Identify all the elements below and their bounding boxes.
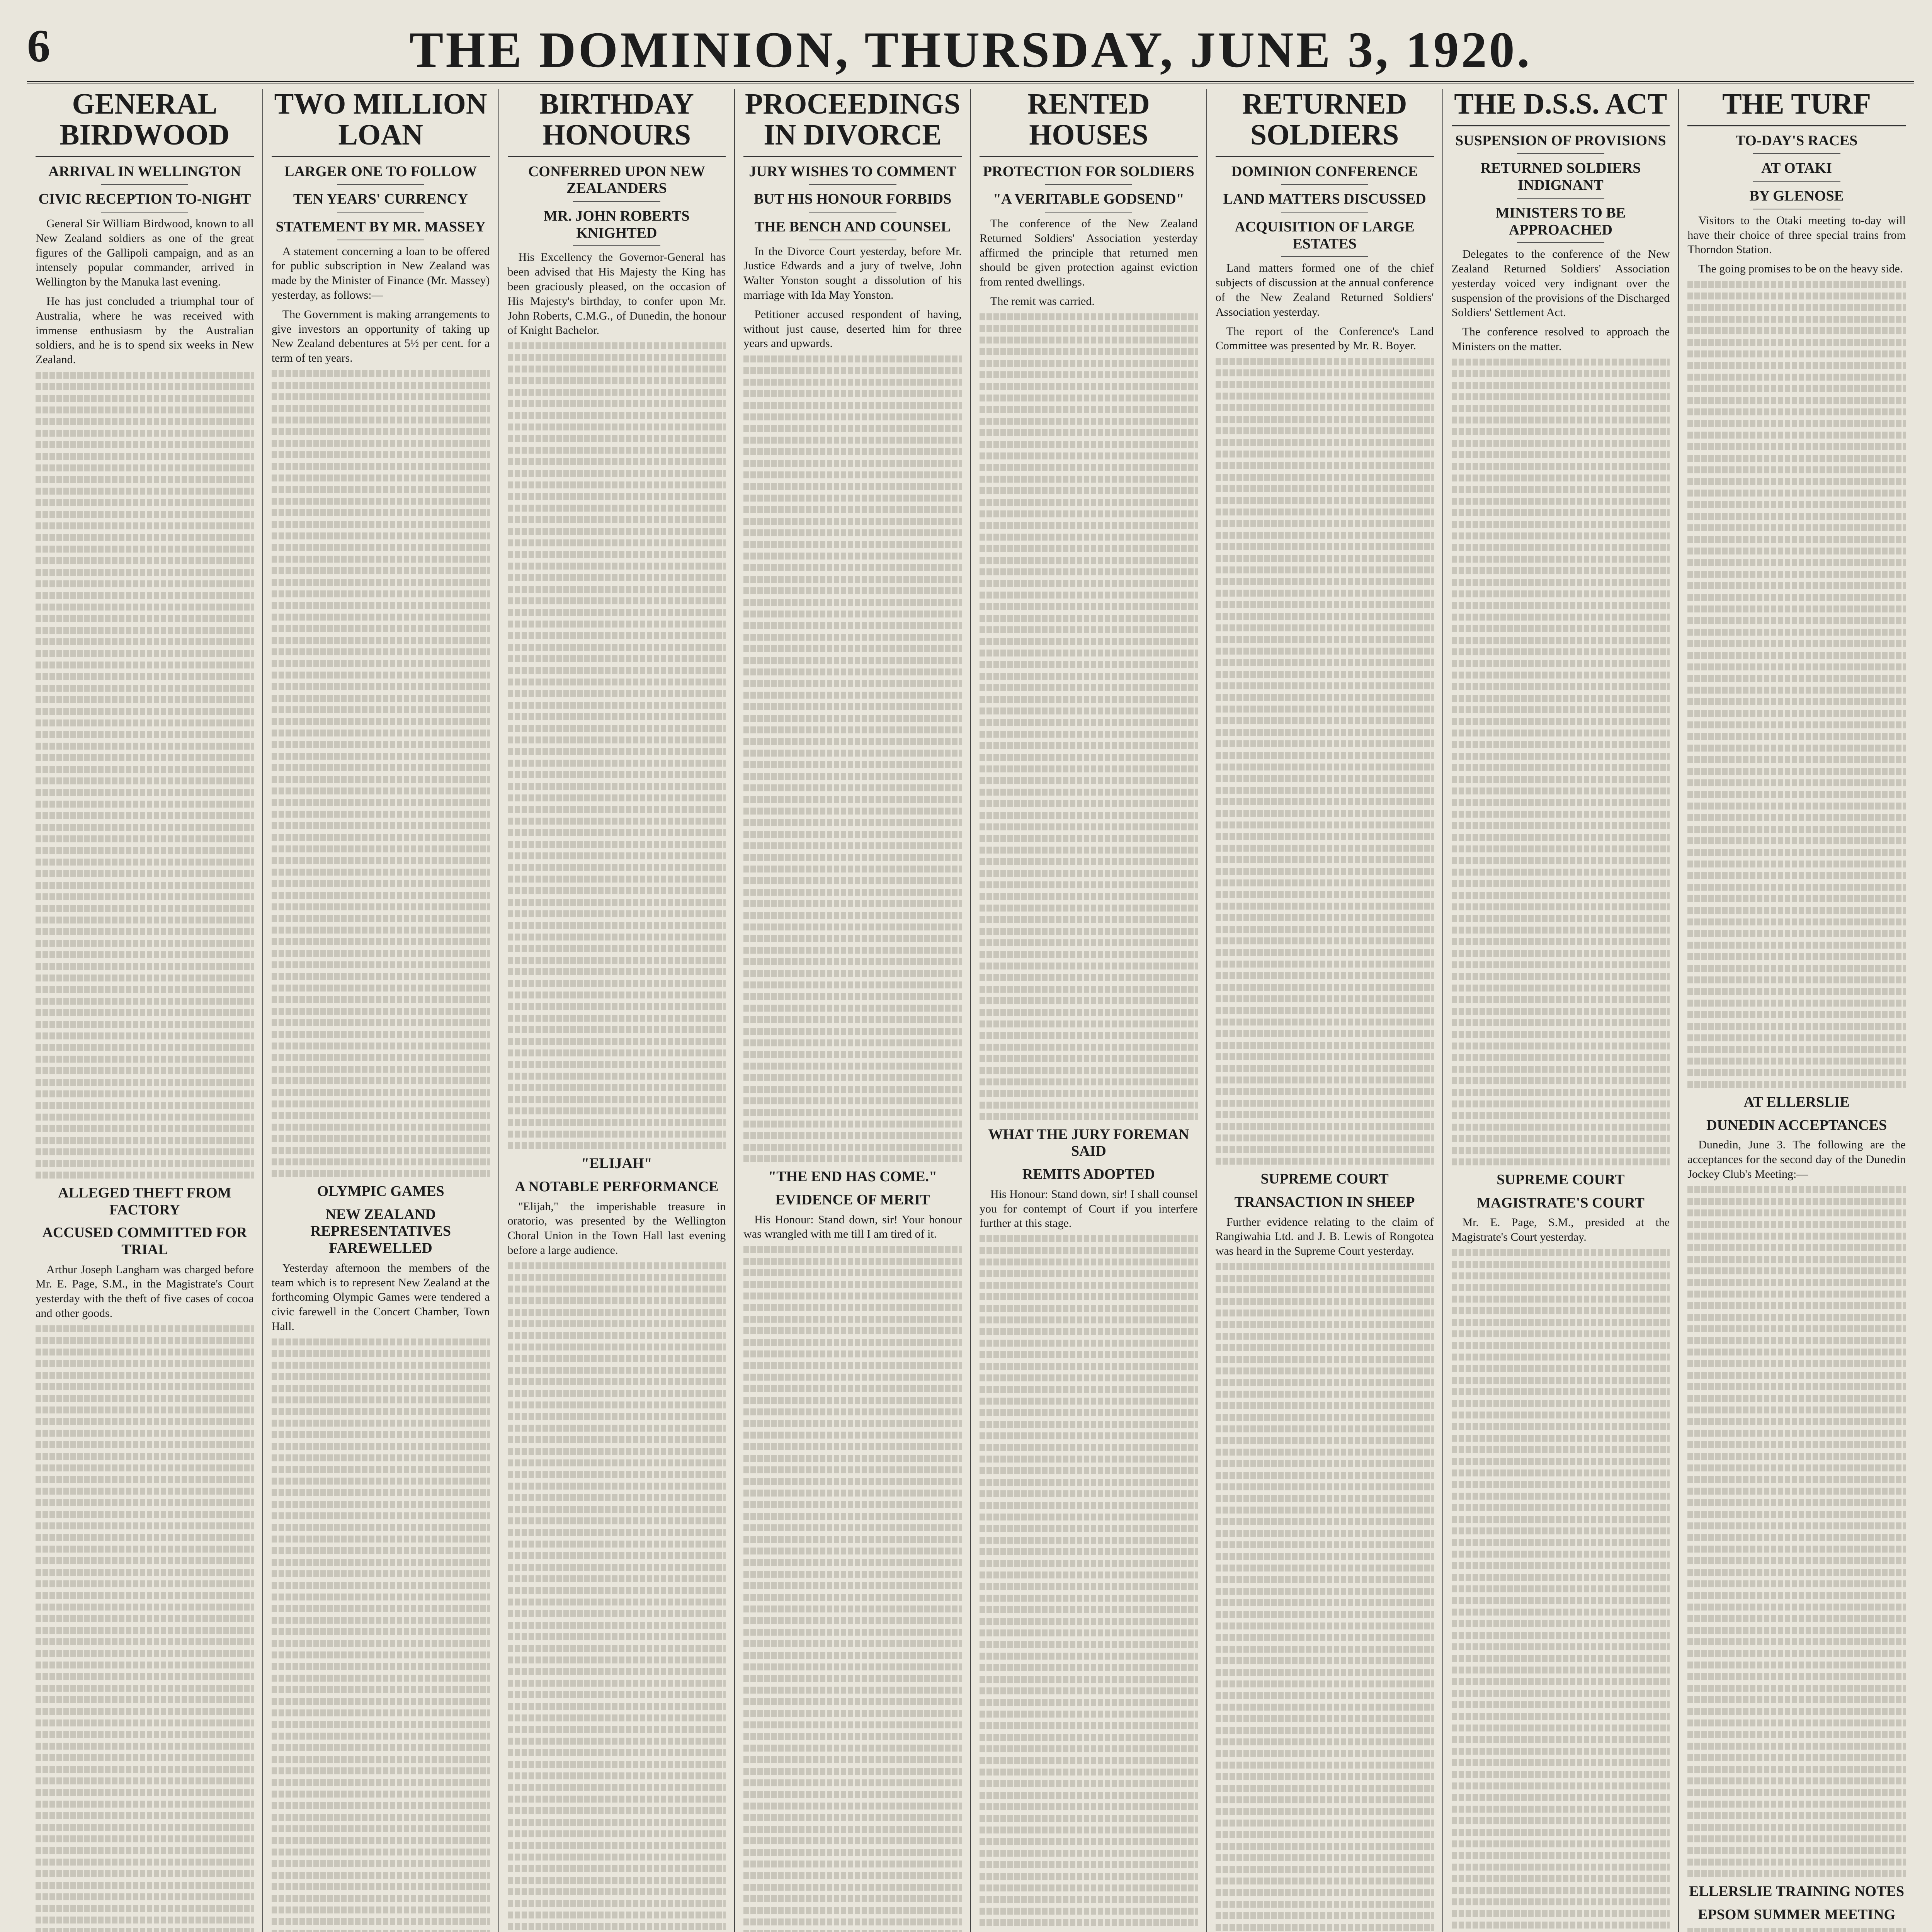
- article-headline: TWO MILLION LOAN: [272, 89, 490, 157]
- section-subheading: AT ELLERSLIE: [1743, 1094, 1850, 1111]
- masthead: [27, 15, 1914, 83]
- divider-rule: [1045, 212, 1132, 213]
- body-text-block: [36, 372, 254, 1179]
- article-subheading: SUSPENSION OF PROVISIONS: [1455, 132, 1666, 149]
- body-text-block: [508, 1262, 726, 1932]
- section-subheading: "THE END HAS COME.": [768, 1168, 937, 1185]
- article-column: [971, 89, 1207, 1932]
- section-subheading: A NOTABLE PERFORMANCE: [515, 1178, 719, 1195]
- article-column: [1207, 89, 1443, 1932]
- article-headline: THE D.S.S. ACT: [1452, 89, 1670, 126]
- page-number: 6: [27, 20, 50, 71]
- article-subheading: LARGER ONE TO FOLLOW: [284, 163, 477, 180]
- divider-rule: [809, 212, 896, 213]
- article-subheading: THE BENCH AND COUNSEL: [754, 218, 951, 235]
- article-subheading: TO-DAY'S RACES: [1735, 132, 1858, 149]
- article-subheading: RETURNED SOLDIERS INDIGNANT: [1480, 160, 1641, 194]
- section-subheading: REMITS ADOPTED: [1022, 1166, 1155, 1183]
- divider-rule: [1517, 198, 1604, 199]
- article-paragraph: The report of the Conference's Land Committee was presented by Mr. R. Boyer.: [1215, 325, 1434, 352]
- body-text-block: [743, 355, 962, 1162]
- article-column: [27, 89, 263, 1932]
- article-headline: PROCEEDINGS IN DIVORCE: [743, 89, 962, 157]
- divider-rule: [573, 245, 660, 246]
- divider-rule: [101, 212, 188, 213]
- article-paragraph: Yesterday afternoon the members of the team which is to represent New Zealand at the forthcoming Olympic Games were tendered a civic farewell in the Concert Chamber, Town Hall.: [271, 1261, 490, 1333]
- section-subheading: EPSOM SUMMER MEETING: [1698, 1906, 1896, 1923]
- newspaper-title: THE DOMINION, THURSDAY, JUNE 3, 1920.: [409, 21, 1532, 78]
- article-paragraph: A statement concerning a loan to be offered for public subscription in New Zealand was made by the Minister of Finance (Mr. Massey) yesterday, as follows:—: [271, 245, 490, 302]
- section-subheading: ACCUSED COMMITTED FOR TRIAL: [42, 1225, 247, 1258]
- article-paragraph: His Honour: Stand down, sir! I shall counsel you for contempt of Court if you interfere further at this stage.: [980, 1187, 1198, 1230]
- article-subheading: TEN YEARS' CURRENCY: [293, 191, 468, 207]
- body-text-block: [1687, 1928, 1906, 1932]
- section-subheading: MAGISTRATE'S COURT: [1476, 1194, 1645, 1211]
- body-text-block: [272, 1338, 490, 1932]
- article-subheading: ARRIVAL IN WELLINGTON: [48, 163, 241, 180]
- divider-rule: [337, 212, 424, 213]
- article-paragraph: Further evidence relating to the claim of Rangiwahia Ltd. and J. B. Lewis of Rongotea was heard in the Supreme Court yesterday.: [1215, 1215, 1434, 1258]
- article-subheading: "A VERITABLE GODSEND": [993, 191, 1184, 207]
- article-paragraph: Dunedin, June 3. The following are the acceptances for the second day of the Dunedin Jockey Club's Meeting:—: [1687, 1138, 1906, 1181]
- article-column: [263, 89, 499, 1932]
- divider-rule: [1753, 181, 1840, 182]
- columns-container: [27, 89, 1914, 1932]
- section-subheading: OLYMPIC GAMES: [317, 1183, 444, 1200]
- body-text-block: [508, 342, 726, 1149]
- body-text-block: [1687, 281, 1906, 1088]
- article-column: [1679, 89, 1914, 1932]
- article-paragraph: Petitioner accused respondent of having, without just cause, deserted him for three years and upwards.: [743, 308, 962, 350]
- article-subheading: CIVIC RECEPTION TO-NIGHT: [38, 191, 251, 207]
- divider-rule: [1281, 212, 1368, 213]
- article-subheading: MINISTERS TO BE APPROACHED: [1495, 204, 1626, 238]
- article-paragraph: The conference of the New Zealand Returned Soldiers' Association yesterday affirmed the principle that returned men should be given protection against eviction from rented dwellings.: [980, 217, 1198, 289]
- section-subheading: DUNEDIN ACCEPTANCES: [1706, 1117, 1887, 1133]
- body-text-block: [272, 370, 490, 1177]
- body-text-block: [980, 313, 1198, 1120]
- article-headline: GENERAL BIRDWOOD: [36, 89, 254, 157]
- section-subheading: ALLEGED THEFT FROM FACTORY: [58, 1184, 231, 1218]
- article-paragraph: His Excellency the Governor-General has been advised that His Majesty the King has been graciously pleased, on the occasion of His Majesty's birthday, to confer upon Mr. John Roberts, C.M.G., of Dunedin, the honour of Knight Bachelor.: [507, 251, 726, 337]
- body-text-block: [980, 1235, 1198, 1926]
- article-subheading: MR. JOHN ROBERTS KNIGHTED: [544, 207, 690, 241]
- divider-rule: [1281, 184, 1368, 185]
- section-subheading: SUPREME COURT: [1497, 1171, 1625, 1188]
- article-paragraph: General Sir William Birdwood, known to all New Zealand soldiers as one of the great figures of the Gallipoli campaign, and as an intensely popular commander, arrived in Wellington by the Manuka last evening.: [36, 217, 254, 289]
- article-subheading: PROTECTION FOR SOLDIERS: [983, 163, 1194, 180]
- article-paragraph: In the Divorce Court yesterday, before Mr. Justice Edwards and a jury of twelve, John Walter Yonston sought a dissolution of his marriage with Ida May Yonston.: [743, 245, 962, 302]
- body-text-block: [36, 1325, 254, 1932]
- article-paragraph: He has just concluded a triumphal tour of Australia, where he was received with immense enthusiasm by the Australian soldiers, and he is to spend six weeks in New Zealand.: [36, 294, 254, 366]
- divider-rule: [809, 184, 896, 185]
- article-paragraph: The conference resolved to approach the Ministers on the matter.: [1451, 325, 1670, 353]
- divider-rule: [1045, 184, 1132, 185]
- section-subheading: "ELIJAH": [581, 1155, 652, 1172]
- section-subheading: EVIDENCE OF MERIT: [775, 1191, 930, 1208]
- article-subheading: BY GLENOSE: [1749, 188, 1844, 204]
- body-text-block: [1452, 359, 1670, 1165]
- body-text-block: [1452, 1249, 1670, 1932]
- section-subheading: TRANSACTION IN SHEEP: [1234, 1194, 1415, 1210]
- article-paragraph: The going promises to be on the heavy side.: [1698, 262, 1903, 276]
- article-column: [1443, 89, 1679, 1932]
- article-headline: RENTED HOUSES: [980, 89, 1198, 157]
- article-paragraph: Visitors to the Otaki meeting to-day will have their choice of three special trains from Thorndon Station.: [1687, 214, 1906, 256]
- article-paragraph: "Elijah," the imperishable treasure in oratorio, was presented by the Wellington Choral Union in the Town Hall last evening before a large audience.: [507, 1200, 726, 1257]
- divider-rule: [573, 201, 660, 202]
- article-headline: BIRTHDAY HONOURS: [508, 89, 726, 157]
- divider-rule: [1517, 242, 1604, 243]
- article-paragraph: Land matters formed one of the chief subjects of discussion at the annual conference of the New Zealand Returned Soldiers' Association yesterday.: [1215, 262, 1434, 318]
- article-paragraph: The remit was carried.: [990, 294, 1095, 308]
- article-paragraph: Delegates to the conference of the New Zealand Returned Soldiers' Association yesterday voiced very indignant over the suspension of the provisions of the Discharged Soldiers' Settlement Act.: [1451, 248, 1670, 319]
- article-headline: RETURNED SOLDIERS: [1216, 89, 1434, 157]
- article-subheading: CONFERRED UPON NEW ZEALANDERS: [528, 163, 705, 197]
- article-subheading: STATEMENT BY MR. MASSEY: [276, 218, 486, 235]
- article-paragraph: Mr. E. Page, S.M., presided at the Magistrate's Court yesterday.: [1451, 1216, 1670, 1243]
- article-subheading: DOMINION CONFERENCE: [1231, 163, 1418, 180]
- article-paragraph: Arthur Joseph Langham was charged before Mr. E. Page, S.M., in the Magistrate's Court yesterday with the theft of five cases of cocoa and other goods.: [36, 1263, 254, 1320]
- article-subheading: JURY WISHES TO COMMENT: [749, 163, 956, 180]
- body-text-block: [1216, 358, 1434, 1165]
- divider-rule: [1753, 153, 1840, 154]
- article-paragraph: The Government is making arrangements to give investors an opportunity of taking up New Zealand debentures at 5½ per cent. for a term of ten years.: [271, 308, 490, 365]
- section-subheading: WHAT THE JURY FOREMAN SAID: [988, 1126, 1189, 1160]
- divider-rule: [101, 184, 188, 185]
- article-column: [499, 89, 735, 1932]
- body-text-block: [1216, 1263, 1434, 1932]
- article-headline: THE TURF: [1687, 89, 1906, 126]
- article-subheading: AT OTAKI: [1761, 160, 1832, 177]
- divider-rule: [1517, 153, 1604, 154]
- section-subheading: NEW ZEALAND REPRESENTATIVES FAREWELLED: [310, 1206, 451, 1257]
- section-subheading: SUPREME COURT: [1260, 1171, 1389, 1187]
- article-subheading: BUT HIS HONOUR FORBIDS: [753, 191, 952, 207]
- section-subheading: ELLERSLIE TRAINING NOTES: [1689, 1883, 1905, 1900]
- divider-rule: [1281, 256, 1368, 257]
- body-text-block: [1687, 1186, 1906, 1877]
- article-subheading: ACQUISITION OF LARGE ESTATES: [1235, 218, 1415, 252]
- article-column: [735, 89, 971, 1932]
- article-subheading: LAND MATTERS DISCUSSED: [1223, 191, 1426, 207]
- divider-rule: [337, 184, 424, 185]
- body-text-block: [743, 1246, 962, 1932]
- article-paragraph: His Honour: Stand down, sir! Your honour was wrangled with me till I am tired of it.: [743, 1213, 962, 1241]
